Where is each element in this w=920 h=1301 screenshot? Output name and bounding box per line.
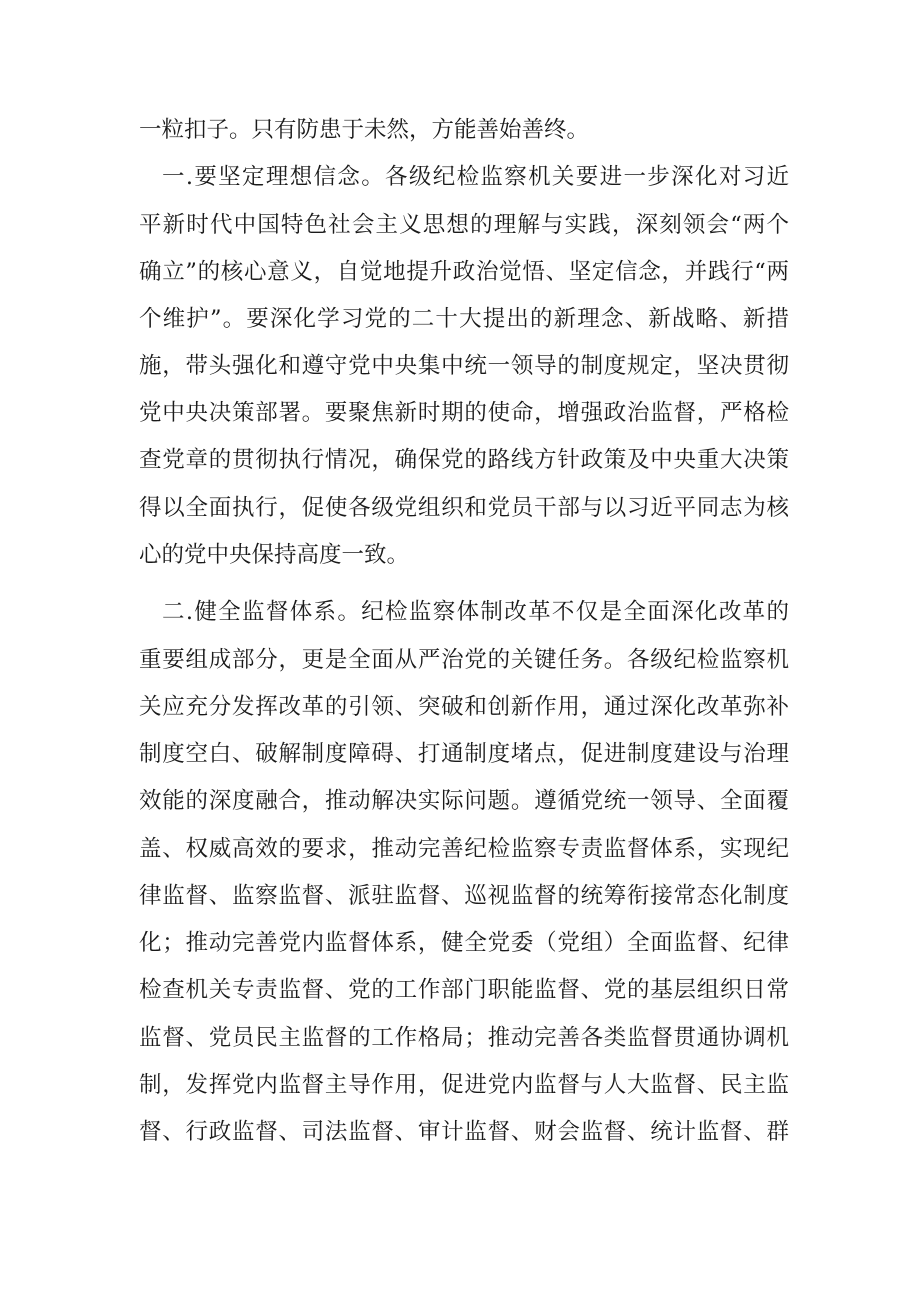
text-line: 化；推动完善党内监督体系，健全党委（党组）全面监督、纪律 [139,930,789,956]
text-line: 重要组成部分，更是全面从严治党的关键任务。各级纪检监察机 [139,647,789,673]
text-line: 监督、党员民主监督的工作格局；推动完善各类监督贯通协调机 [139,1025,789,1051]
text-line: 施，带头强化和遵守党中央集中统一领导的制度规定，坚决贯彻 [139,353,789,379]
text-line: 盖、权威高效的要求，推动完善纪检监察专责监督体系，实现纪 [139,836,789,862]
text-line: 制，发挥党内监督主导作用，促进党内监督与人大监督、民主监 [139,1072,789,1098]
text-line: 平新时代中国特色社会主义思想的理解与实践，深刻领会“两个 [139,212,789,238]
text-line: 效能的深度融合，推动解决实际问题。遵循党统一领导、全面覆 [139,788,789,814]
section-heading-line: 一.要坚定理想信念。各级纪检监察机关要进一步深化对习近 [162,164,789,190]
text-line: 一粒扣子。只有防患于未然，方能善始善终。 [139,117,590,143]
text-line: 查党章的贯彻执行情况，确保党的路线方针政策及中央重大决策 [139,447,789,473]
text-line: 个维护”。要深化学习党的二十大提出的新理念、新战略、新措 [139,306,789,332]
text-line: 确立”的核心意义，自觉地提升政治觉悟、坚定信念，并践行“两 [139,259,789,285]
text-line: 检查机关专责监督、党的工作部门职能监督、党的基层组织日常 [139,977,789,1003]
text-line: 律监督、监察监督、派驻监督、巡视监督的统筹衔接常态化制度 [139,883,789,909]
text-line: 党中央决策部署。要聚焦新时期的使命，增强政治监督，严格检 [139,400,789,426]
text-line: 关应充分发挥改革的引领、突破和创新作用，通过深化改革弥补 [139,694,789,720]
text-line: 得以全面执行，促使各级党组织和党员干部与以习近平同志为核 [139,495,789,521]
text-line: 督、行政监督、司法监督、审计监督、财会监督、统计监督、群 [139,1119,789,1145]
text-line: 心的党中央保持高度一致。 [139,542,410,568]
section-heading-line: 二.健全监督体系。纪检监察体制改革不仅是全面深化改革的 [162,599,789,625]
text-line: 制度空白、破解制度障碍、打通制度堵点，促进制度建设与治理 [139,741,789,767]
